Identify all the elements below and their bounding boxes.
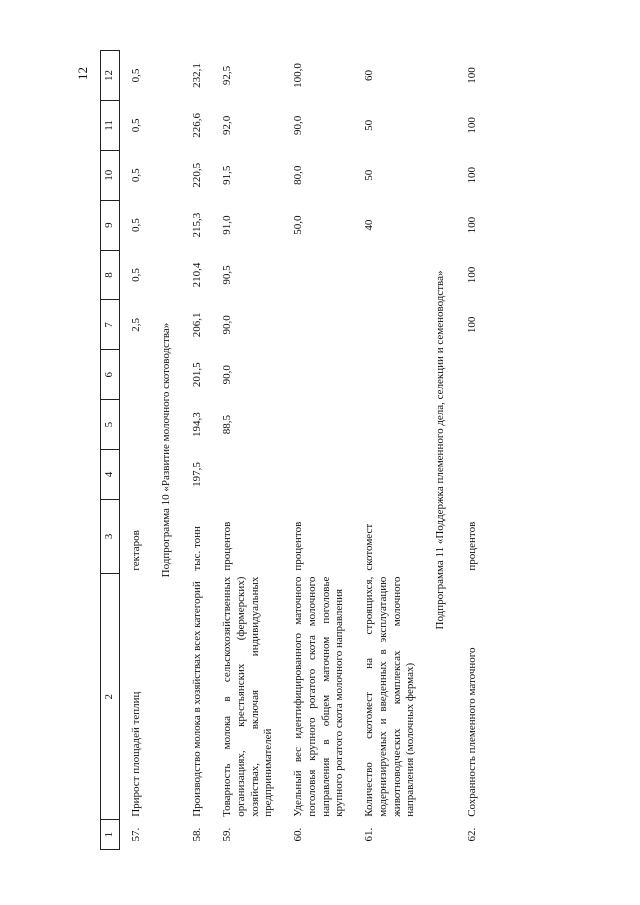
indicator-name: Количество скотомест на строящихся, модернизируемых и введенных в эксплуатацию животноводческих комплексах молочного направления (молочных фермах) (363, 576, 417, 817)
subprogram-heading: Подпрограмма 11 «Поддержка племенного дела, селекции и семеноводства» (434, 270, 446, 630)
header-cell: 4 (101, 450, 120, 500)
value-cell (456, 400, 486, 450)
value-cell: 215,3 (191, 212, 204, 238)
value-cell: 60 (363, 70, 375, 81)
table-body (101, 51, 486, 850)
header-cell: 7 (101, 300, 120, 350)
value-cell: 206,1 (191, 312, 204, 338)
table-row (282, 51, 353, 850)
unit-of-measure: тыс. тонн (191, 526, 204, 571)
row-number: 59. (221, 827, 233, 842)
value-cell: 90,5 (221, 265, 233, 285)
value-cell: 0,5 (129, 218, 142, 233)
value-cell (282, 250, 353, 300)
value-cell: 91,0 (221, 215, 233, 235)
unit-of-measure: процентов (465, 521, 478, 571)
value-cell: 100 (465, 117, 478, 134)
value-cell: 50 (363, 169, 375, 181)
value-cell: 92,5 (221, 65, 233, 86)
table-header-row (101, 51, 120, 850)
row-number: 58. (191, 827, 204, 842)
header-cell: 6 (101, 350, 120, 400)
indicator-name: Прирост площадей теплиц (129, 691, 142, 817)
rotated-table-container (100, 50, 570, 850)
value-cell: 100 (465, 67, 478, 84)
value-cell: 0,5 (129, 168, 142, 183)
value-cell (456, 450, 486, 500)
value-cell: 0,5 (129, 118, 142, 133)
header-cell: 8 (101, 250, 120, 300)
value-cell: 226,6 (191, 113, 204, 138)
header-cell: 10 (101, 150, 120, 200)
indicator-name: Удельный вес идентифицированного маточного поголовья крупного рогатого скота молочного направления в общем маточном поголовье крупного рогатого скота молочного направления (292, 576, 346, 817)
unit-of-measure: гектаров (129, 530, 142, 571)
unit-of-measure: процентов (221, 521, 233, 571)
row-number: 62. (465, 827, 478, 842)
value-cell: 80,0 (292, 165, 304, 185)
value-cell (353, 450, 424, 500)
value-cell (353, 250, 424, 300)
value-cell: 90,0 (221, 365, 233, 385)
row-number: 61. (363, 827, 375, 842)
indicator-name: Сохранность племенного маточного (465, 647, 478, 817)
value-cell: 197,5 (191, 462, 204, 487)
value-cell: 88,5 (221, 414, 233, 435)
value-cell: 0,5 (129, 268, 142, 282)
value-cell (282, 350, 353, 400)
header-cell: 1 (101, 820, 120, 850)
value-cell: 90,0 (221, 315, 233, 335)
header-cell: 3 (101, 499, 120, 573)
value-cell: 100 (465, 266, 478, 284)
value-cell (119, 400, 149, 450)
value-cell: 40 (363, 219, 375, 231)
subprogram-heading-row (424, 51, 456, 850)
value-cell (353, 400, 424, 450)
subprogram-heading: Подпрограмма 10 «Развитие молочного скотоводства» (159, 322, 172, 578)
row-number: 57. (129, 827, 142, 842)
indicators-table (100, 50, 486, 850)
value-cell (353, 300, 424, 350)
value-cell (282, 450, 353, 500)
value-cell: 194,3 (191, 412, 204, 437)
value-cell: 220,5 (191, 162, 204, 188)
header-cell: 11 (101, 100, 120, 150)
table-row (353, 51, 424, 850)
value-cell: 100 (465, 167, 478, 184)
value-cell: 2,5 (129, 317, 142, 332)
header-cell: 9 (101, 200, 120, 250)
value-cell (456, 350, 486, 400)
row-number: 60. (292, 827, 304, 842)
value-cell: 91,5 (221, 165, 233, 185)
value-cell: 100 (465, 216, 478, 234)
value-cell (282, 400, 353, 450)
value-cell (282, 300, 353, 350)
indicator-name: Производство молока в хозяйствах всех категорий (191, 581, 204, 817)
header-cell: 5 (101, 400, 120, 450)
value-cell (119, 350, 149, 400)
table-row (456, 51, 486, 850)
value-cell (211, 450, 282, 500)
value-cell: 100 (465, 316, 478, 334)
value-cell: 232,1 (191, 63, 204, 88)
table-row (181, 51, 211, 850)
value-cell (353, 350, 424, 400)
header-cell: 2 (101, 574, 120, 820)
value-cell: 100,0 (292, 63, 304, 88)
value-cell: 201,5 (191, 362, 204, 388)
value-cell: 50 (363, 119, 375, 131)
header-cell: 12 (101, 51, 120, 101)
unit-of-measure: процентов (292, 521, 304, 571)
value-cell: 90,0 (292, 115, 304, 136)
value-cell: 92,0 (221, 115, 233, 136)
value-cell (119, 450, 149, 500)
unit-of-measure: скотомест (363, 523, 375, 571)
table-row (119, 51, 149, 850)
value-cell: 50,0 (292, 215, 304, 235)
value-cell: 210,4 (191, 262, 204, 288)
value-cell: 0,5 (129, 68, 142, 83)
indicator-name: Товарность молока в сельскохозяйственных организациях, крестьянских (фермерских) хозяйствах, включая индивидуальных предпринимателей (221, 576, 275, 817)
table-row (211, 51, 282, 850)
page-number: 12 (75, 67, 90, 80)
subprogram-heading-row (150, 51, 182, 850)
